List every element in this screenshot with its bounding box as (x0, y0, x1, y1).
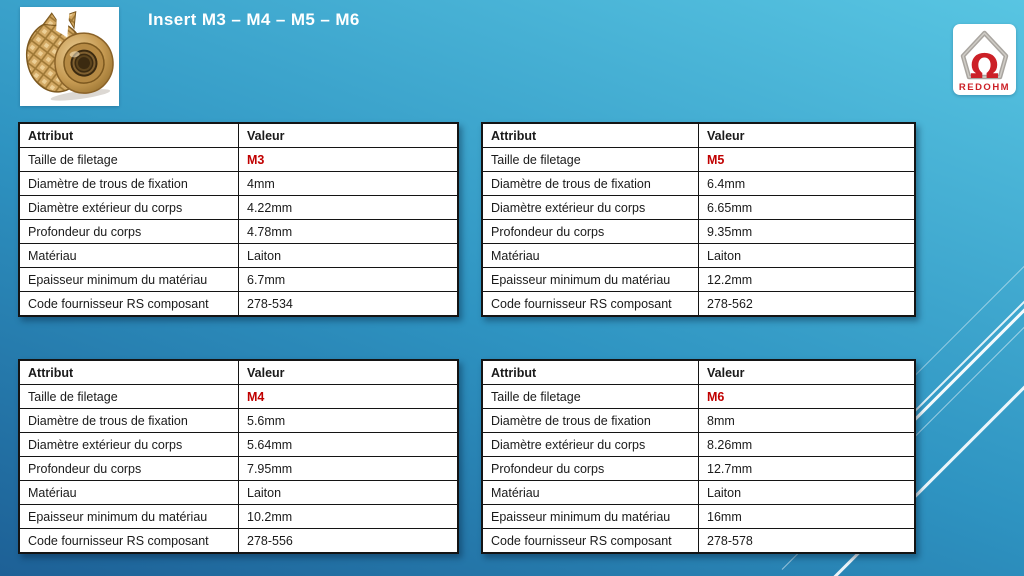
table-row (482, 172, 915, 196)
spec-table-m5 (481, 122, 916, 317)
table-row (19, 244, 458, 268)
value-cell: Laiton (239, 481, 459, 505)
spec-table-m3 (18, 122, 459, 317)
table-row (482, 409, 915, 433)
value-cell: M4 (239, 385, 459, 409)
value-cell: 278-534 (239, 292, 459, 317)
attribute-cell: Epaisseur minimum du matériau (19, 268, 239, 292)
value-cell: Laiton (239, 244, 459, 268)
value-cell: 16mm (699, 505, 916, 529)
table-header-cell: Attribut (19, 360, 239, 385)
attribute-cell: Epaisseur minimum du matériau (482, 505, 699, 529)
attribute-cell: Profondeur du corps (19, 457, 239, 481)
table-row (482, 268, 915, 292)
attribute-cell: Taille de filetage (19, 385, 239, 409)
table-row (19, 172, 458, 196)
table-row (482, 148, 915, 172)
table-row (19, 433, 458, 457)
omega-glyph: Ω (970, 47, 999, 87)
brass-insert-icon (20, 7, 119, 106)
value-cell: 7.95mm (239, 457, 459, 481)
attribute-cell: Epaisseur minimum du matériau (482, 268, 699, 292)
attribute-cell: Diamètre extérieur du corps (482, 196, 699, 220)
attribute-cell: Code fournisseur RS composant (19, 529, 239, 554)
table-header-cell: Valeur (239, 123, 459, 148)
attribute-cell: Profondeur du corps (19, 220, 239, 244)
attribute-cell: Matériau (19, 244, 239, 268)
table-row (19, 220, 458, 244)
value-cell: 10.2mm (239, 505, 459, 529)
table-row (19, 457, 458, 481)
attribute-cell: Taille de filetage (482, 148, 699, 172)
table-header-row (482, 360, 915, 385)
table-header-cell: Valeur (699, 360, 916, 385)
table-row (19, 505, 458, 529)
value-cell: 12.7mm (699, 457, 916, 481)
value-cell: 4.78mm (239, 220, 459, 244)
table-row (482, 385, 915, 409)
table-row (19, 268, 458, 292)
value-cell: Laiton (699, 481, 916, 505)
value-cell: 9.35mm (699, 220, 916, 244)
table-row (482, 457, 915, 481)
value-cell: 6.65mm (699, 196, 916, 220)
attribute-cell: Matériau (482, 481, 699, 505)
spec-table-m4 (18, 359, 459, 554)
attribute-cell: Matériau (19, 481, 239, 505)
attribute-cell: Taille de filetage (19, 148, 239, 172)
attribute-cell: Diamètre de trous de fixation (482, 172, 699, 196)
table-header-row (19, 123, 458, 148)
table-header-row (19, 360, 458, 385)
value-cell: M5 (699, 148, 916, 172)
table-header-cell: Valeur (699, 123, 916, 148)
attribute-cell: Diamètre extérieur du corps (19, 196, 239, 220)
attribute-cell: Matériau (482, 244, 699, 268)
table-row (19, 481, 458, 505)
spec-table-m6 (481, 359, 916, 554)
table-header-cell: Attribut (19, 123, 239, 148)
table-row (19, 409, 458, 433)
table-row (19, 529, 458, 554)
table-row (482, 481, 915, 505)
value-cell: 5.6mm (239, 409, 459, 433)
attribute-cell: Diamètre de trous de fixation (19, 172, 239, 196)
value-cell: 278-578 (699, 529, 916, 554)
value-cell: Laiton (699, 244, 916, 268)
value-cell: 12.2mm (699, 268, 916, 292)
table-row (19, 196, 458, 220)
table-row (482, 220, 915, 244)
table-row (482, 529, 915, 554)
attribute-cell: Taille de filetage (482, 385, 699, 409)
table-header-cell: Attribut (482, 360, 699, 385)
value-cell: 6.7mm (239, 268, 459, 292)
table-row (482, 244, 915, 268)
insert-photo (20, 7, 119, 106)
attribute-cell: Code fournisseur RS composant (482, 529, 699, 554)
table-row (482, 433, 915, 457)
logo-text: REDOHM (958, 82, 1011, 93)
attribute-cell: Profondeur du corps (482, 457, 699, 481)
value-cell: M6 (699, 385, 916, 409)
value-cell: 8mm (699, 409, 916, 433)
table-row (19, 148, 458, 172)
attribute-cell: Diamètre extérieur du corps (482, 433, 699, 457)
value-cell: M3 (239, 148, 459, 172)
attribute-cell: Epaisseur minimum du matériau (19, 505, 239, 529)
table-row (19, 292, 458, 317)
house-omega-icon (953, 24, 1016, 95)
attribute-cell: Profondeur du corps (482, 220, 699, 244)
table-row (482, 196, 915, 220)
slide-title: Insert M3 – M4 – M5 – M6 (148, 10, 360, 29)
table-row (482, 292, 915, 317)
redohm-logo (953, 24, 1016, 95)
value-cell: 278-556 (239, 529, 459, 554)
value-cell: 4.22mm (239, 196, 459, 220)
table-row (482, 505, 915, 529)
table-header-cell: Attribut (482, 123, 699, 148)
attribute-cell: Code fournisseur RS composant (19, 292, 239, 317)
attribute-cell: Diamètre de trous de fixation (482, 409, 699, 433)
table-row (19, 385, 458, 409)
attribute-cell: Diamètre de trous de fixation (19, 409, 239, 433)
value-cell: 4mm (239, 172, 459, 196)
value-cell: 8.26mm (699, 433, 916, 457)
value-cell: 6.4mm (699, 172, 916, 196)
attribute-cell: Code fournisseur RS composant (482, 292, 699, 317)
value-cell: 278-562 (699, 292, 916, 317)
attribute-cell: Diamètre extérieur du corps (19, 433, 239, 457)
table-header-cell: Valeur (239, 360, 459, 385)
value-cell: 5.64mm (239, 433, 459, 457)
table-header-row (482, 123, 915, 148)
